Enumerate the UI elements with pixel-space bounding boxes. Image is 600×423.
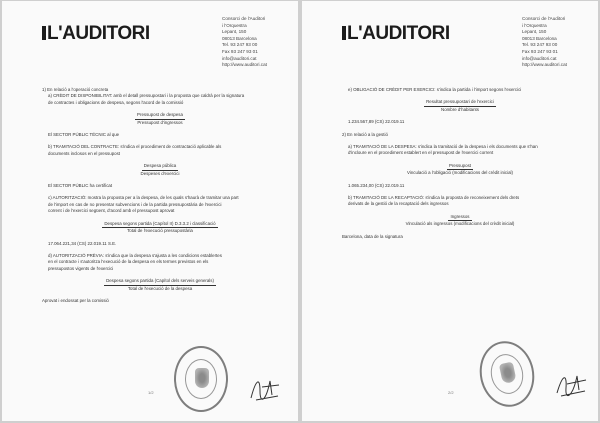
address-line: Consorci de l'Auditori	[522, 16, 566, 21]
paragraph-line: El SECTOR PÚBLIC ha certificat	[48, 183, 113, 189]
paragraph-line: c) AUTORITZACIÓ: mostra la proposta per a la despesa, de les quals s'haurà de tramitar una part	[48, 195, 239, 201]
section-heading: 1) En relació a l'operació concreta	[42, 87, 109, 92]
budget-label: Total de l'execució de la despesa	[127, 285, 193, 291]
address-line: http://www.auditori.cat	[522, 62, 567, 68]
document-page-2	[302, 1, 598, 421]
address-line: i l'Orquestra	[222, 22, 247, 28]
logo-text: L'AUDITORI	[47, 23, 150, 44]
paragraph-line: b) TRAMITACIÓ DEL CONTRACTE: s'indica el procediment de contractació aplicable als	[48, 144, 222, 150]
signature-icon	[248, 373, 282, 403]
budget-label: Despesa segons partida (Capítol II) D.3.3.2 i classificació	[102, 221, 217, 228]
paragraph-line: El SECTOR PÚBLIC TÉCNIC al que	[48, 132, 120, 138]
budget-label: Vinculació a l'obligació (modificacions del crèdit inicial)	[407, 170, 513, 176]
address-line: Lepant, 150	[522, 29, 547, 35]
section-heading: 2) En relació a la gestió	[342, 131, 388, 137]
paragraph-line: 17.064.221,34 (CS) 22.019.11 S.E.	[48, 240, 117, 246]
address-line: info@auditori.cat	[222, 55, 257, 61]
paragraph-line: 1.065.234,00 (CS) 22.019.11	[348, 182, 405, 188]
address-line: Fax 93 247 93 01	[522, 48, 558, 54]
letterhead-address	[222, 16, 267, 69]
letterhead-address	[522, 16, 567, 69]
budget-label: Despesa pública	[142, 163, 178, 170]
address-line: http://www.auditori.cat	[222, 62, 267, 68]
budget-label: Vinculació als ingressos (modificacions del crèdit inicial)	[405, 221, 515, 227]
closing-line: Aprovat i endossat per la comissió	[42, 297, 109, 303]
address-line: 08013 Barcelona	[222, 35, 257, 41]
budget-label: Pressupost de despesa	[135, 112, 185, 119]
paragraph-line: a) CRÈDIT DE DISPONIBILITAT: amb el detall pressupostari i la proposta que caldrà per la signatura	[48, 93, 245, 99]
paragraph-line: a) TRAMITACIÓ DE LA DESPESA: s'indica la tramitació de la despesa i els documents que s'han	[348, 144, 538, 150]
paragraph-line: corrent i de l'exercici següent, d'acord amb el pressupost aprovat	[48, 208, 175, 214]
auditori-logo	[342, 23, 450, 45]
address-line: Tel. 93 247 93 00	[522, 42, 558, 48]
paragraph-line: d'incloure en el procediment establert en el pressupost de l'exercici corrent	[348, 150, 494, 156]
page-number: 2/2	[448, 390, 454, 395]
address-line: Fax 93 247 93 01	[222, 48, 258, 54]
paragraph-line: d) AUTORITZACIÓ PRÈVIA: s'indica que la despesa s'ajusta a les condicions establertes	[48, 252, 222, 258]
address-line: Consorci de l'Auditori	[222, 16, 266, 21]
page-number: 1/2	[148, 390, 154, 395]
paragraph-line: documents inclosos en el pressupost	[48, 150, 120, 156]
address-line: i l'Orquestra	[522, 22, 547, 28]
address-line: Lepant, 150	[222, 29, 247, 35]
paragraph-line: en el contracte i s'autoritza l'execució de la despesa en els termes previstos en els	[48, 259, 209, 265]
budget-label: Nombre d'habitants	[441, 106, 479, 112]
official-seal-icon	[474, 336, 541, 412]
auditori-logo	[42, 23, 150, 45]
signature-icon	[554, 369, 588, 399]
paragraph-line: 1.234.567,89 (CS) 22.019.11	[348, 119, 405, 125]
logo-text: L'AUDITORI	[347, 23, 450, 44]
budget-label: Total de l'execució pressupostària	[127, 228, 193, 234]
document-body	[42, 87, 278, 304]
document-page-1	[2, 1, 298, 421]
budget-label: Despesa segons partida (Capítol dels serveis generals)	[104, 278, 216, 285]
closing-line: Barcelona, data de la signatura	[342, 233, 403, 239]
document-body	[342, 87, 578, 240]
paragraph-line: derivats de la gestió de la recaptació dels ingressos	[348, 201, 449, 207]
address-line: 08013 Barcelona	[522, 35, 557, 41]
official-seal-icon	[174, 346, 228, 412]
budget-label: Pressupost	[447, 163, 473, 170]
budget-label: Resultat pressupostari de l'exercici	[424, 99, 496, 106]
budget-label: Pressupost d'ingressos	[137, 119, 183, 125]
paragraph-line: pressupostos vigents de l'exercici	[48, 265, 114, 271]
paragraph-line: de l'import en cas de no presentar subvencions i de la partida pressupostària de l'exercici	[48, 201, 222, 207]
address-line: Tel. 93 247 93 00	[222, 42, 258, 48]
paragraph-line: e) OBLIGACIÓ DE CRÈDIT PER EXERCICI: s'indica la partida i l'import segons l'exercici	[348, 87, 522, 92]
budget-label: Despeses d'exercici	[140, 170, 180, 176]
paragraph-line: b) TRAMITACIÓ DE LA RECAPTACIÓ: s'indica la proposta de reconeixement dels drets	[348, 195, 520, 201]
address-line: info@auditori.cat	[522, 55, 557, 61]
budget-label: Ingressos	[448, 214, 471, 221]
paragraph-line: de contractes i obligacions de despesa, segons l'acord de la comissió	[48, 99, 184, 105]
